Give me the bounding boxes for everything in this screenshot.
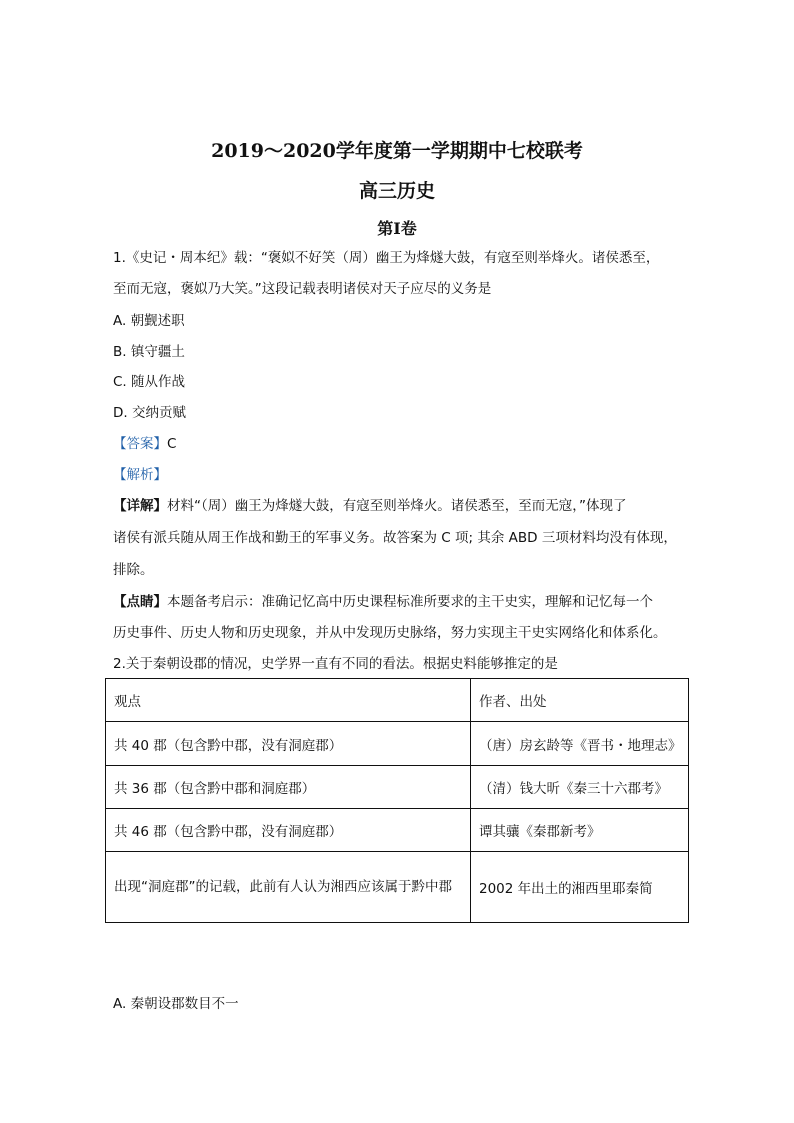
detail-line1	[113, 496, 693, 516]
table-cell: 共 36 郡（包含黔中郡和洞庭郡）	[106, 766, 471, 809]
q2-option-a: A. 秦朝设郡数目不一	[113, 996, 239, 1012]
tip-line2: 历史事件、历史人物和历史现象，并从中发现历史脉络，努力实现主干史实网络化和体系化。	[113, 625, 667, 641]
detail-text1: 材料“（周）幽王为烽燧大鼓，有寇至则举烽火。诸侯悉至，至而无寇，”体现了	[167, 498, 627, 514]
table-row	[106, 766, 689, 809]
q1-option-b: B. 镇守疆土	[113, 344, 185, 360]
q1-stem-line2: 至而无寇，褒姒乃大笑。”这段记载表明诸侯对天子应尽的义务是	[113, 281, 492, 297]
exam-subject: 高三历史	[358, 180, 435, 202]
q1-stem-line1: 1.《史记・周本纪》载：“褒姒不好笑（周）幽王为烽燧大鼓，有寇至则举烽火。诸侯悉至，	[113, 250, 660, 266]
tip-text1: 本题备考启示：准确记忆高中历史课程标准所要求的主干史实，理解和记忆每一个	[167, 594, 653, 610]
table-header-cell: 作者、出处	[471, 679, 689, 722]
table-cell: 2002 年出土的湘西里耶秦简	[471, 852, 689, 923]
q1-answer	[113, 434, 693, 454]
q1-option-a: A. 朝觐述职	[113, 313, 185, 329]
detail-label: 【详解】	[113, 498, 167, 514]
table-row	[106, 852, 689, 923]
table-cell: 出现“洞庭郡”的记载，此前有人认为湘西应该属于黔中郡	[106, 852, 471, 923]
section-heading: 第Ⅰ卷	[377, 219, 417, 238]
exam-title: 2019～2020学年度第一学期期中七校联考	[211, 140, 583, 162]
tip-line1	[113, 592, 693, 612]
table-cell: 共 40 郡（包含黔中郡，没有洞庭郡）	[106, 722, 471, 766]
table-row	[106, 722, 689, 766]
table-header-cell: 观点	[106, 679, 471, 722]
q2-stem: 2.关于秦朝设郡的情况，史学界一直有不同的看法。根据史料能够推定的是	[113, 656, 558, 672]
q2-table	[105, 678, 689, 923]
q1-option-d: D. 交纳贡赋	[113, 405, 186, 421]
tip-label: 【点睛】	[113, 594, 167, 610]
table-header-row	[106, 679, 689, 722]
answer-value: C	[167, 436, 177, 452]
table-cell: （清）钱大昕《秦三十六郡考》	[471, 766, 689, 809]
table-cell: 谭其骧《秦郡新考》	[471, 809, 689, 852]
table-row	[106, 809, 689, 852]
detail-line3: 排除。	[113, 562, 154, 578]
q1-option-c: C. 随从作战	[113, 374, 186, 390]
answer-label: 【答案】	[113, 436, 167, 452]
table-cell: （唐）房玄龄等《晋书・地理志》	[471, 722, 689, 766]
detail-line2: 诸侯有派兵随从周王作战和勤王的军事义务。故答案为 C 项; 其余 ABD 三项材料均没有体现，	[113, 530, 677, 546]
analysis-label: 【解析】	[113, 467, 167, 483]
table-cell: 共 46 郡（包含黔中郡，没有洞庭郡）	[106, 809, 471, 852]
